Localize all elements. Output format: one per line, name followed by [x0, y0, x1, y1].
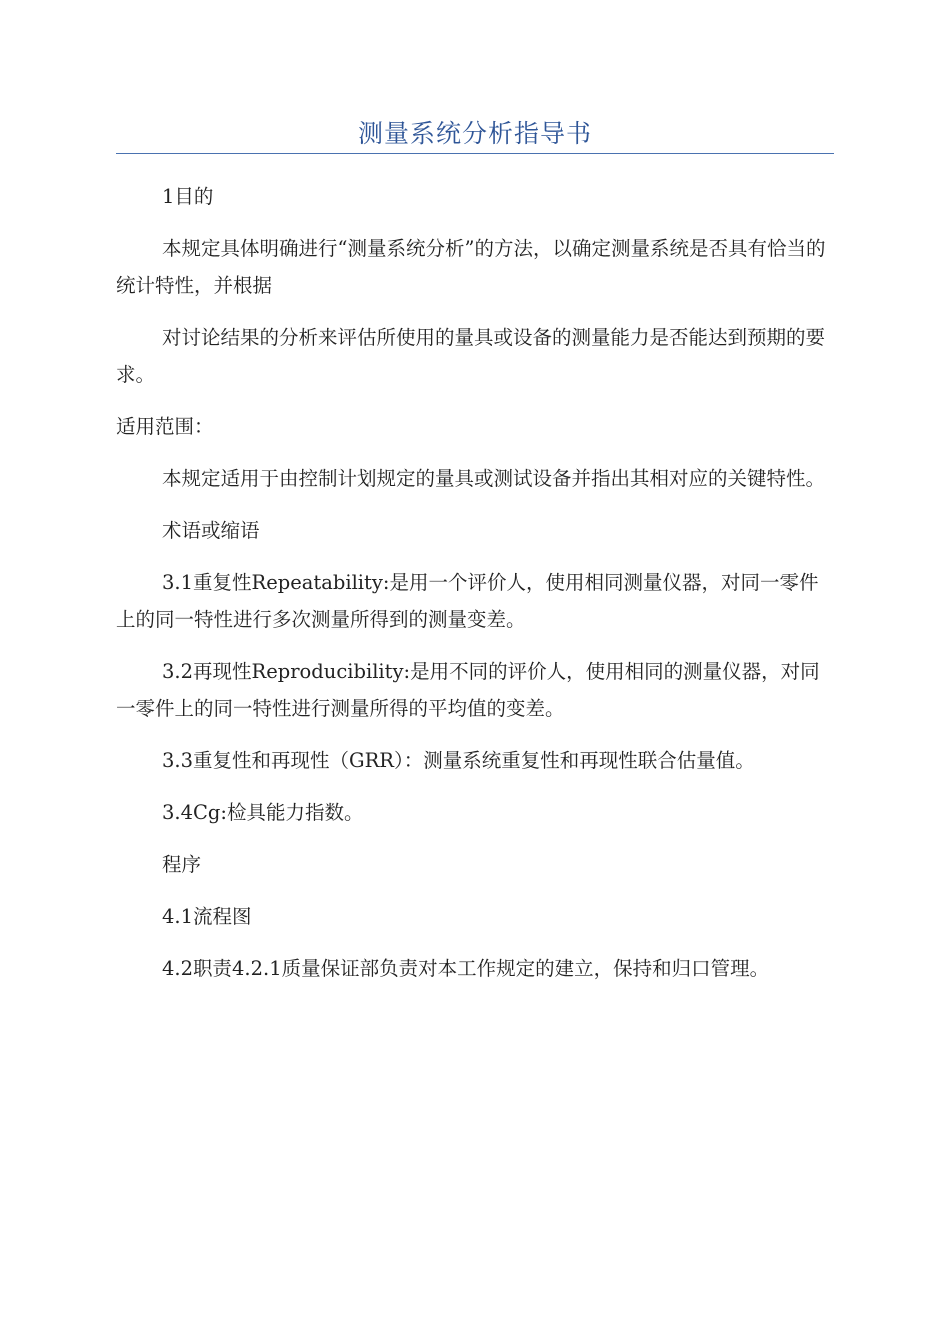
document-title: 测量系统分析指导书	[357, 119, 592, 148]
paragraph-purpose-1: 本规定具体明确进行“测量系统分析”的方法，以确定测量系统是否具有恰当的统计特性，并根据	[116, 237, 826, 297]
paragraph-reproducibility: 3.2再现性Reproducibility:是用不同的评价人，使用相同的测量仪器，对同一零件上的同一特性进行测量所得的平均值的变差。	[116, 660, 820, 720]
paragraph-responsibility: 4.2职责4.2.1质量保证部负责对本工作规定的建立，保持和归口管理。	[162, 957, 770, 980]
paragraph-flowchart: 4.1流程图	[162, 905, 252, 928]
paragraph-repeatability: 3.1重复性Repeatability:是用一个评价人，使用相同测量仪器，对同一零件上的同一特性进行多次测量所得到的测量变差。	[116, 571, 819, 631]
paragraph-scope: 本规定适用于由控制计划规定的量具或测试设备并指出其相对应的关键特性。	[162, 467, 826, 490]
heading-terms: 术语或缩语	[162, 519, 260, 542]
title-underline	[116, 153, 834, 154]
paragraph-cg: 3.4Cg:检具能力指数。	[162, 801, 364, 824]
paragraph-grr: 3.3重复性和再现性（GRR）：测量系统重复性和再现性联合估量值。	[162, 749, 755, 772]
heading-scope: 适用范围：	[116, 415, 214, 438]
paragraph-purpose-2: 对讨论结果的分析来评估所使用的量具或设备的测量能力是否能达到预期的要求。	[116, 326, 826, 386]
document-body	[116, 178, 834, 1002]
heading-purpose: 1目的	[162, 185, 214, 208]
heading-procedure: 程序	[162, 853, 202, 876]
